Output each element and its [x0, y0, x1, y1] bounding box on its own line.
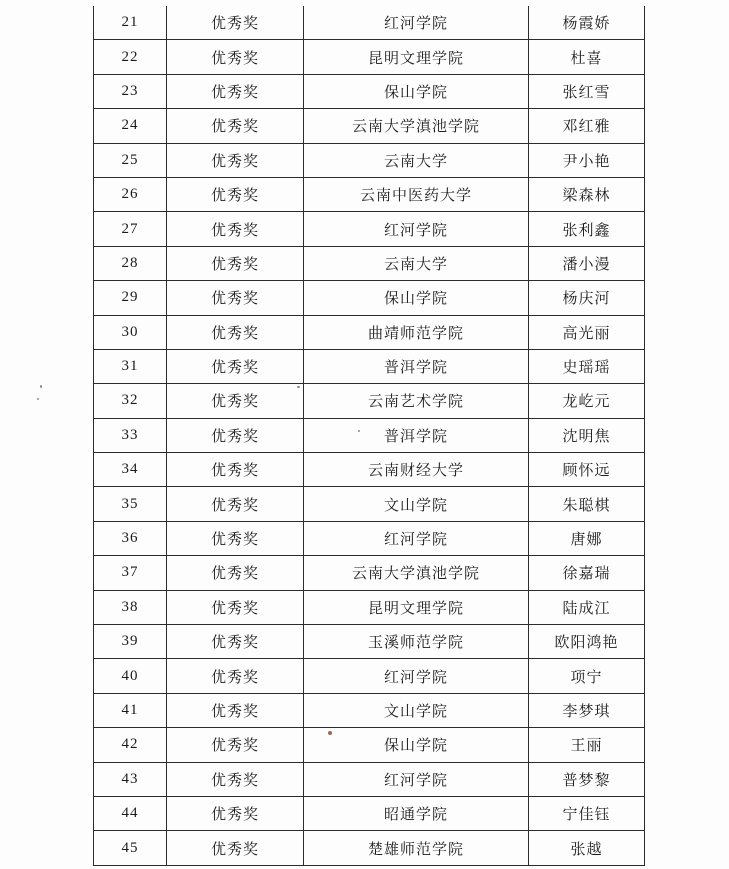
table-row — [94, 143, 645, 177]
winner-name: 欧阳鸿艳 — [529, 625, 645, 659]
scan-speck — [40, 385, 42, 388]
award-level: 优秀奖 — [167, 418, 304, 452]
table-row — [94, 384, 645, 418]
row-number: 36 — [94, 521, 167, 555]
award-level: 优秀奖 — [167, 6, 304, 40]
award-level: 优秀奖 — [167, 521, 304, 555]
award-level: 优秀奖 — [167, 315, 304, 349]
row-number: 41 — [94, 693, 167, 727]
school-name: 保山学院 — [304, 74, 529, 108]
school-name: 云南大学滇池学院 — [304, 109, 529, 143]
table-row — [94, 659, 645, 693]
table-row — [94, 556, 645, 590]
winner-name: 项宁 — [529, 659, 645, 693]
award-level: 优秀奖 — [167, 590, 304, 624]
row-number: 27 — [94, 212, 167, 246]
award-level: 优秀奖 — [167, 625, 304, 659]
row-number: 33 — [94, 418, 167, 452]
scan-speck — [297, 386, 300, 388]
table-row — [94, 590, 645, 624]
table-row — [94, 453, 645, 487]
winner-name: 高光丽 — [529, 315, 645, 349]
table-row — [94, 762, 645, 796]
table-row — [94, 74, 645, 108]
school-name: 楚雄师范学院 — [304, 831, 529, 865]
table-row — [94, 177, 645, 211]
scan-speck — [37, 398, 39, 400]
award-level: 优秀奖 — [167, 281, 304, 315]
school-name: 云南财经大学 — [304, 453, 529, 487]
award-level: 优秀奖 — [167, 384, 304, 418]
table-row — [94, 521, 645, 555]
award-list-body — [94, 6, 645, 865]
award-level: 优秀奖 — [167, 487, 304, 521]
school-name: 云南艺术学院 — [304, 384, 529, 418]
winner-name: 沈明焦 — [529, 418, 645, 452]
scan-speck — [328, 731, 332, 735]
school-name: 普洱学院 — [304, 349, 529, 383]
award-level: 优秀奖 — [167, 728, 304, 762]
school-name: 文山学院 — [304, 487, 529, 521]
school-name: 玉溪师范学院 — [304, 625, 529, 659]
school-name: 云南大学 — [304, 246, 529, 280]
row-number: 40 — [94, 659, 167, 693]
table-row — [94, 246, 645, 280]
award-level: 优秀奖 — [167, 74, 304, 108]
row-number: 34 — [94, 453, 167, 487]
award-list-table — [93, 6, 645, 866]
school-name: 曲靖师范学院 — [304, 315, 529, 349]
table-row — [94, 796, 645, 830]
table-row — [94, 212, 645, 246]
award-level: 优秀奖 — [167, 762, 304, 796]
table-row — [94, 315, 645, 349]
winner-name: 杨庆河 — [529, 281, 645, 315]
award-level: 优秀奖 — [167, 831, 304, 865]
row-number: 38 — [94, 590, 167, 624]
school-name: 红河学院 — [304, 521, 529, 555]
award-level: 优秀奖 — [167, 659, 304, 693]
row-number: 43 — [94, 762, 167, 796]
row-number: 24 — [94, 109, 167, 143]
row-number: 29 — [94, 281, 167, 315]
school-name: 保山学院 — [304, 281, 529, 315]
scan-speck — [358, 430, 360, 432]
row-number: 42 — [94, 728, 167, 762]
school-name: 云南大学 — [304, 143, 529, 177]
school-name: 普洱学院 — [304, 418, 529, 452]
award-level: 优秀奖 — [167, 177, 304, 211]
winner-name: 尹小艳 — [529, 143, 645, 177]
winner-name: 陆成江 — [529, 590, 645, 624]
award-level: 优秀奖 — [167, 796, 304, 830]
winner-name: 普梦黎 — [529, 762, 645, 796]
school-name: 云南中医药大学 — [304, 177, 529, 211]
winner-name: 杨霞娇 — [529, 6, 645, 40]
row-number: 21 — [94, 6, 167, 40]
school-name: 昭通学院 — [304, 796, 529, 830]
row-number: 35 — [94, 487, 167, 521]
school-name: 昆明文理学院 — [304, 40, 529, 74]
table-row — [94, 487, 645, 521]
row-number: 25 — [94, 143, 167, 177]
table-row — [94, 349, 645, 383]
school-name: 昆明文理学院 — [304, 590, 529, 624]
award-level: 优秀奖 — [167, 143, 304, 177]
winner-name: 张红雪 — [529, 74, 645, 108]
table-row — [94, 831, 645, 865]
row-number: 30 — [94, 315, 167, 349]
table-row — [94, 6, 645, 40]
row-number: 39 — [94, 625, 167, 659]
school-name: 红河学院 — [304, 6, 529, 40]
winner-name: 史瑶瑶 — [529, 349, 645, 383]
table-row — [94, 109, 645, 143]
award-level: 优秀奖 — [167, 693, 304, 727]
row-number: 44 — [94, 796, 167, 830]
award-level: 优秀奖 — [167, 246, 304, 280]
school-name: 红河学院 — [304, 659, 529, 693]
winner-name: 张利鑫 — [529, 212, 645, 246]
row-number: 23 — [94, 74, 167, 108]
row-number: 32 — [94, 384, 167, 418]
winner-name: 张越 — [529, 831, 645, 865]
table-row — [94, 693, 645, 727]
school-name: 云南大学滇池学院 — [304, 556, 529, 590]
school-name: 红河学院 — [304, 762, 529, 796]
award-level: 优秀奖 — [167, 556, 304, 590]
row-number: 31 — [94, 349, 167, 383]
row-number: 26 — [94, 177, 167, 211]
winner-name: 杜喜 — [529, 40, 645, 74]
winner-name: 龙屹元 — [529, 384, 645, 418]
winner-name: 邓红雅 — [529, 109, 645, 143]
row-number: 37 — [94, 556, 167, 590]
row-number: 28 — [94, 246, 167, 280]
award-level: 优秀奖 — [167, 40, 304, 74]
school-name: 文山学院 — [304, 693, 529, 727]
award-level: 优秀奖 — [167, 109, 304, 143]
winner-name: 唐娜 — [529, 521, 645, 555]
school-name: 红河学院 — [304, 212, 529, 246]
table-row — [94, 625, 645, 659]
award-level: 优秀奖 — [167, 212, 304, 246]
table-row — [94, 728, 645, 762]
winner-name: 宁佳钰 — [529, 796, 645, 830]
winner-name: 徐嘉瑞 — [529, 556, 645, 590]
winner-name: 梁森林 — [529, 177, 645, 211]
row-number: 22 — [94, 40, 167, 74]
table-row — [94, 418, 645, 452]
winner-name: 王丽 — [529, 728, 645, 762]
winner-name: 朱聪棋 — [529, 487, 645, 521]
winner-name: 潘小漫 — [529, 246, 645, 280]
winner-name: 顾怀远 — [529, 453, 645, 487]
award-level: 优秀奖 — [167, 453, 304, 487]
table-row — [94, 281, 645, 315]
row-number: 45 — [94, 831, 167, 865]
table-row — [94, 40, 645, 74]
award-level: 优秀奖 — [167, 349, 304, 383]
school-name: 保山学院 — [304, 728, 529, 762]
winner-name: 李梦琪 — [529, 693, 645, 727]
